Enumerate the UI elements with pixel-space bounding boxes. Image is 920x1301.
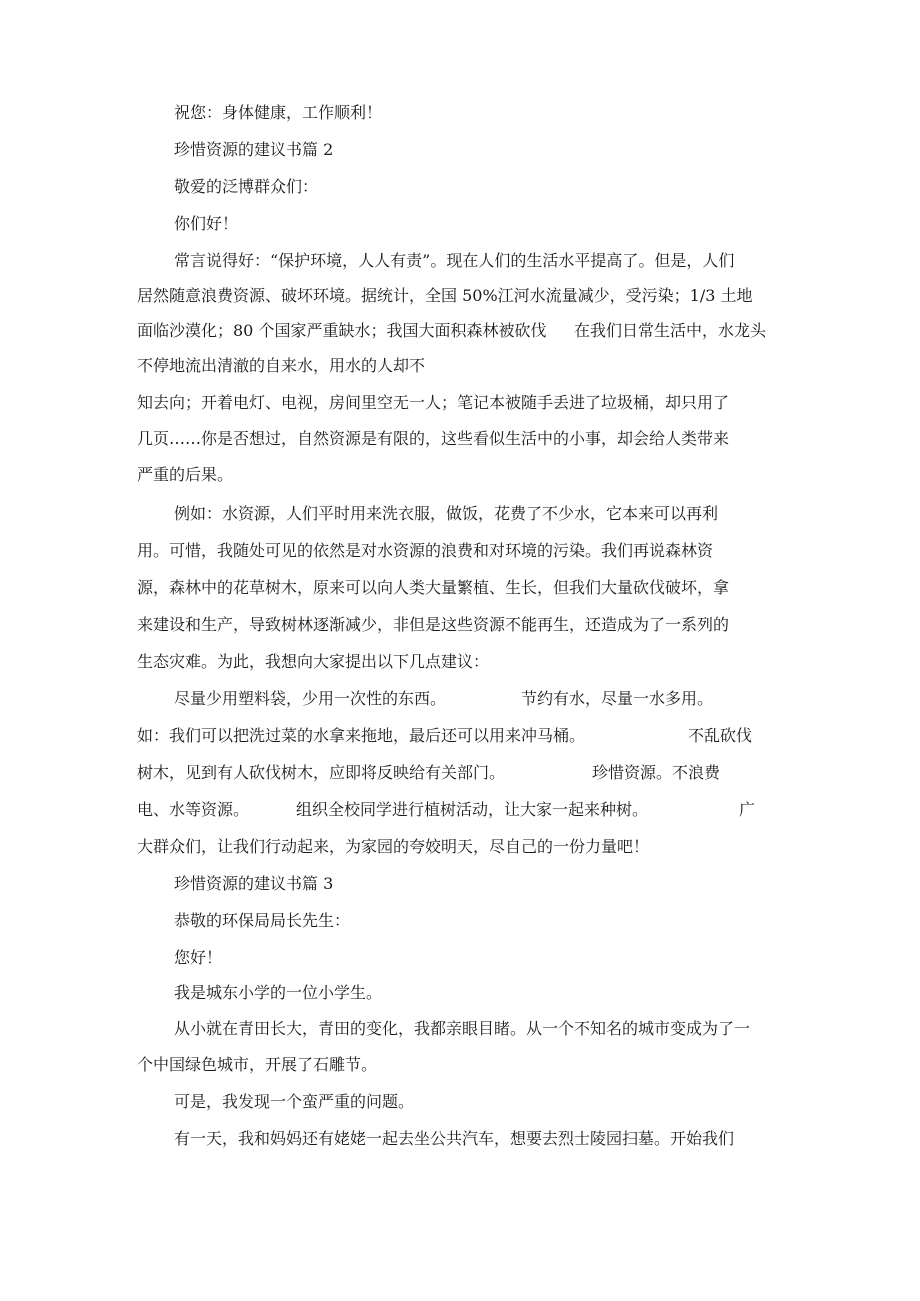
paragraph-line: 不停地流出清澈的自来水，用水的人却不	[137, 356, 426, 375]
suggestion-line: 尽量少用塑料袋，少用一次性的东西。	[174, 689, 447, 708]
suggestion-line: 电、水等资源。	[137, 800, 250, 819]
suggestion-line: 不乱砍伐	[688, 726, 753, 745]
paragraph-line: 常言说得好：“保护环境，人人有责”。现在人们的生活水平提高了。但是，人们	[174, 251, 735, 270]
suggestion-line: 组织全校同学进行植树活动，让大家一起来种树。	[296, 800, 649, 819]
paragraph-line: 例如：水资源，人们平时用来洗衣服，做饭，花费了不少水，它本来可以再利	[174, 504, 719, 523]
paragraph-line: 来建设和生产，导致树林逐渐减少，非但是这些资源不能再生，还造成为了一系列的	[137, 615, 730, 634]
paragraph-line: 严重的后果。	[137, 465, 234, 484]
greeting: 你们好！	[174, 214, 239, 233]
paragraph-line: 个中国绿色城市，开展了石雕节。	[137, 1055, 378, 1074]
greeting: 您好！	[174, 948, 223, 967]
section-title-3: 珍惜资源的建议书篇 3	[174, 874, 334, 893]
paragraph-line: 居然随意浪费资源、破坏环境。据统计，全国 50%江河水流量减少，受污染；1/3 土地	[137, 286, 753, 305]
paragraph-line: 从小就在青田长大，青田的变化，我都亲眼目睹。从一个不知名的城市变成为了一	[174, 1019, 751, 1038]
paragraph-line: 大群众们，让我们行动起来，为家园的夸姣明天，尽自己的一份力量吧！	[137, 837, 650, 856]
section-title-2: 珍惜资源的建议书篇 2	[174, 140, 334, 159]
paragraph-line: 可是，我发现一个蛮严重的问题。	[174, 1092, 415, 1111]
paragraph-line: 源，森林中的花草树木，原来可以向人类大量繁植、生长，但我们大量砍伐破坏，拿	[137, 578, 730, 597]
salutation: 恭敬的环保局局长先生：	[174, 911, 351, 930]
paragraph-line: 用。可惜，我随处可见的依然是对水资源的浪费和对环境的污染。我们再说森林资	[137, 541, 714, 560]
paragraph-line: 生态灾难。为此，我想向大家提出以下几点建议：	[137, 652, 490, 671]
paragraph-line: 面临沙漠化；80 个国家严重缺水；我国大面积森林被砍伐	[137, 321, 547, 340]
salutation: 敬爱的泛博群众们：	[174, 177, 319, 196]
suggestion-line: 珍惜资源。不浪费	[592, 763, 721, 782]
paragraph-line: 几页……你是否想过，自然资源是有限的，这些看似生活中的小事，却会给人类带来	[137, 429, 730, 448]
suggestion-line: 如：我们可以把洗过菜的水拿来拖地，最后还可以用来冲马桶。	[137, 726, 586, 745]
suggestion-line: 节约有水，尽量一水多用。	[521, 689, 714, 708]
paragraph-line: 在我们日常生活中，水龙头	[574, 321, 767, 340]
closing-wish: 祝您：身体健康，工作顺利！	[174, 103, 383, 122]
paragraph-line: 我是城东小学的一位小学生。	[174, 983, 383, 1002]
paragraph-line: 知去向；开着电灯、电视，房间里空无一人；笔记本被随手丢进了垃圾桶，却只用了	[137, 393, 730, 412]
suggestion-line: 树木，见到有人砍伐树木，应即将反映给有关部门。	[137, 763, 506, 782]
suggestion-line: 广	[739, 800, 756, 819]
paragraph-line: 有一天，我和妈妈还有姥姥一起去坐公共汽车，想要去烈士陵园扫墓。开始我们	[174, 1129, 735, 1148]
